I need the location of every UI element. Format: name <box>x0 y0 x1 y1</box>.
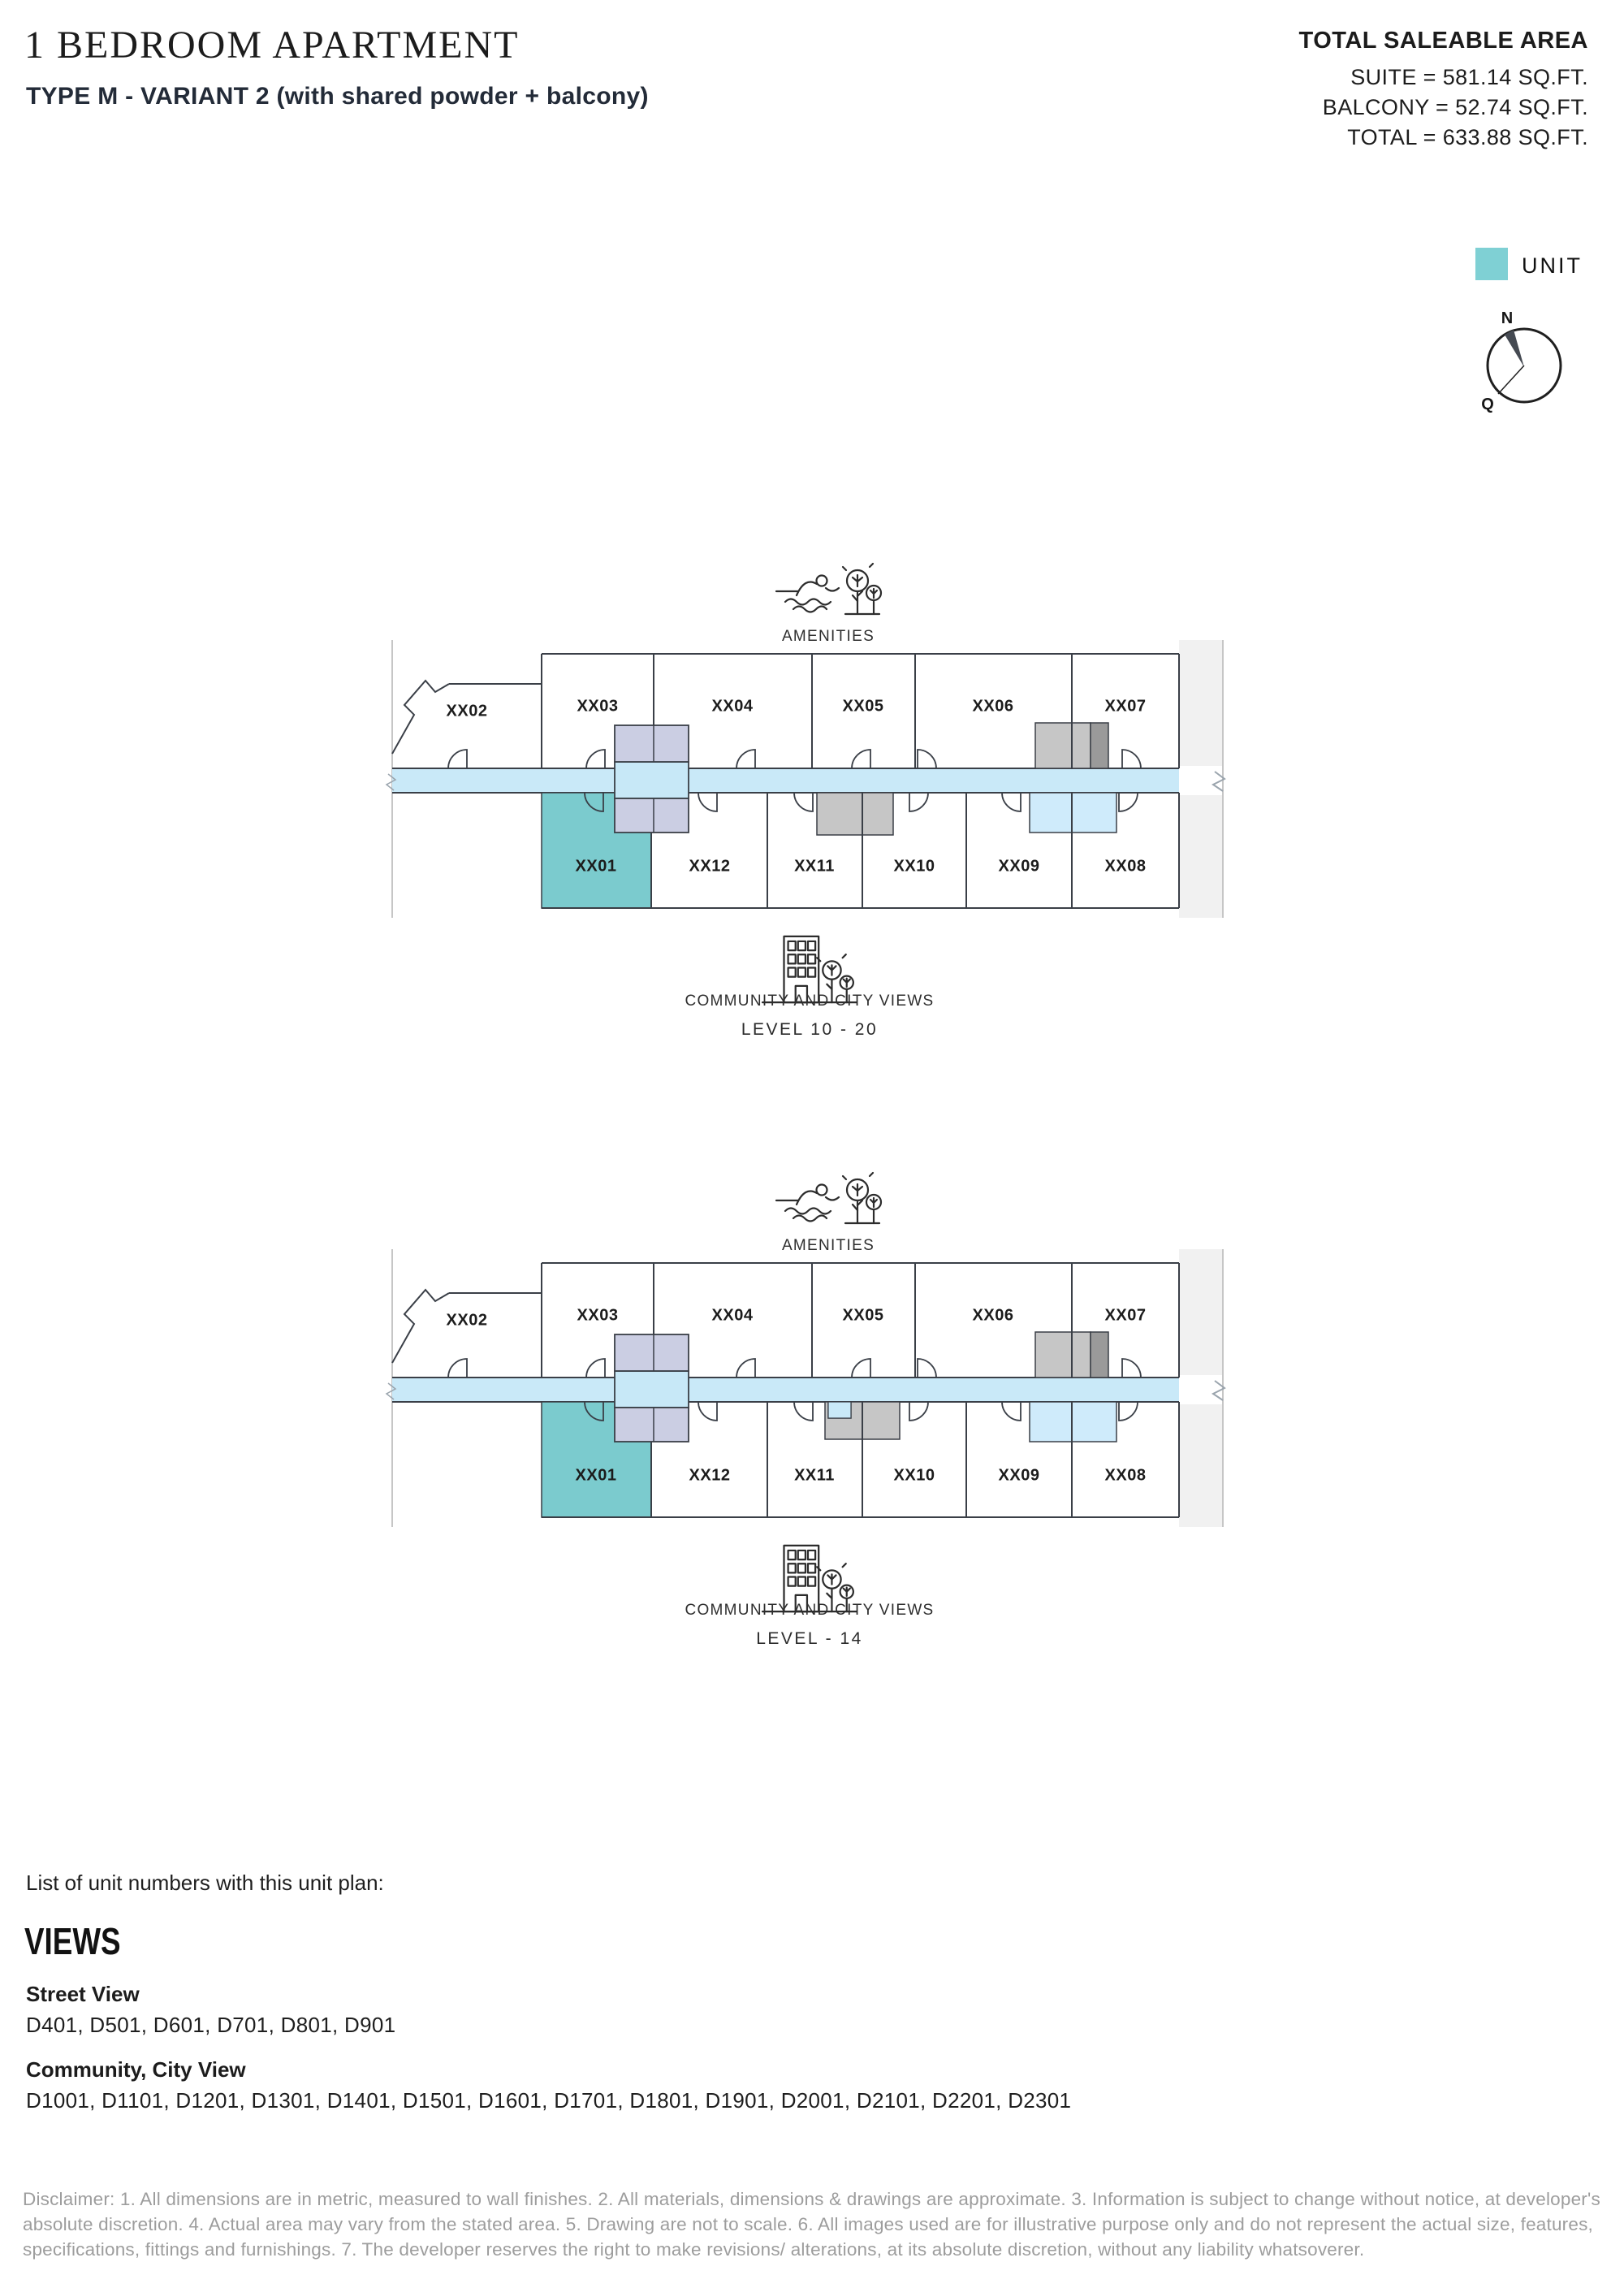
saleable-area-heading: TOTAL SALEABLE AREA <box>1298 28 1588 54</box>
service-block <box>1035 723 1091 768</box>
street-view-title: Street View <box>26 1982 140 2006</box>
unit-label-xx07: XX07 <box>1104 697 1147 716</box>
amenities-icon <box>774 1152 883 1229</box>
unit-label-xx12: XX12 <box>689 857 731 876</box>
compass-needle <box>1505 330 1524 367</box>
unit-label-xx10: XX10 <box>893 857 935 876</box>
views-heading: VIEWS <box>24 1920 121 1962</box>
corridor-notch <box>828 1402 851 1418</box>
amenities-label: AMENITIES <box>781 1237 875 1254</box>
core-lobby <box>615 1371 689 1408</box>
door-swing-icon <box>1122 1359 1141 1378</box>
service-block <box>817 793 893 835</box>
unit-label-xx01: XX01 <box>575 1466 617 1485</box>
unit-label-xx12: XX12 <box>689 1466 731 1485</box>
unit-label-xx05: XX05 <box>842 1306 884 1325</box>
street-view-units: D401, D501, D601, D701, D801, D901 <box>26 2013 396 2037</box>
floor-plate-level-14 <box>374 1243 1242 1535</box>
plate2-caption: COMMUNITY AND CITY VIEWS <box>685 1602 935 1619</box>
unit-label-xx01: XX01 <box>575 857 617 876</box>
legend-unit-label: UNIT <box>1522 253 1583 278</box>
door-swing-icon <box>698 793 717 811</box>
service-block <box>1035 1332 1091 1378</box>
unit-label-xx05: XX05 <box>842 697 884 716</box>
door-swing-icon <box>586 1359 605 1378</box>
door-swing-icon <box>909 1402 928 1421</box>
saleable-area-block <box>1299 28 1588 153</box>
zigzag-wall <box>392 681 449 754</box>
compass-icon <box>1471 309 1577 422</box>
core-block-top <box>615 725 689 762</box>
service-block-dark <box>1091 723 1108 768</box>
door-swing-icon <box>448 750 467 768</box>
balcony-block <box>1030 1402 1116 1442</box>
unit-label-xx06: XX06 <box>972 697 1014 716</box>
balcony-area: BALCONY = 52.74 SQ.FT. <box>1322 95 1588 119</box>
unit-label-xx02: XX02 <box>446 702 488 720</box>
unit-label-xx11: XX11 <box>794 857 835 876</box>
compass-tail <box>1498 365 1524 394</box>
zigzag-wall <box>392 1290 449 1363</box>
unit-list-intro: List of unit numbers with this unit plan: <box>26 1871 384 1895</box>
plate1-caption: COMMUNITY AND CITY VIEWS <box>685 993 935 1010</box>
compass-north-label: N <box>1501 309 1514 327</box>
page-subtitle: TYPE M - VARIANT 2 (with shared powder + balcony) <box>26 83 649 110</box>
building-continues-band <box>1179 795 1223 918</box>
compass-q-label: Q <box>1481 396 1494 413</box>
building-continues-band <box>1179 640 1223 766</box>
building-continues-band <box>1179 1404 1223 1527</box>
core-block-bottom <box>615 1408 689 1442</box>
unit-label-xx06: XX06 <box>972 1306 1014 1325</box>
service-block-dark <box>1091 1332 1108 1378</box>
door-swing-icon <box>852 1359 870 1378</box>
door-swing-icon <box>1002 1402 1021 1421</box>
amenities-icon <box>774 543 883 620</box>
page-title: 1 BEDROOM APARTMENT <box>24 24 520 67</box>
corridor <box>392 1378 1179 1402</box>
door-swing-icon <box>918 1359 936 1378</box>
floor-plate-level-10-20 <box>374 634 1242 926</box>
door-swing-icon <box>1002 793 1021 811</box>
door-swing-icon <box>1119 793 1138 811</box>
core-lobby <box>615 762 689 798</box>
door-swing-icon <box>698 1402 717 1421</box>
door-swing-icon <box>918 750 936 768</box>
door-swing-icon <box>909 793 928 811</box>
unit-label-xx03: XX03 <box>577 697 619 716</box>
community-view-title: Community, City View <box>26 2057 246 2082</box>
door-swing-icon <box>448 1359 467 1378</box>
unit-label-xx02: XX02 <box>446 1311 488 1330</box>
door-swing-icon <box>586 750 605 768</box>
suite-area: SUITE = 581.14 SQ.FT. <box>1350 65 1588 89</box>
corridor <box>392 768 1179 793</box>
community-view-units: D1001, D1101, D1201, D1301, D1401, D1501, D1601, D1701, D1801, D1901, D2001, D2101, D2201, D2301 <box>26 2088 1072 2113</box>
door-swing-icon <box>736 750 755 768</box>
disclaimer-text: Disclaimer: 1. All dimensions are in metric, measured to wall finishes. 2. All materials, dimensions & drawings are approximate. 3. Information is subject to change without notice, at developer's absolute discretion. 4. Actual area may vary from the stated area. 5. Drawing are not to scale. 6. All images used are for illustrative purpose only and do not represent the actual size, features, specifications, fittings and furnishings. 7. The developer reserves the right to make revisions/ alterations, at its absolute discretion, without any liability whatsoverer. <box>23 2189 1600 2260</box>
core-block-top <box>615 1334 689 1371</box>
total-area: TOTAL = 633.88 SQ.FT. <box>1347 125 1588 149</box>
door-swing-icon <box>1119 1402 1138 1421</box>
unit-label-xx08: XX08 <box>1104 857 1147 876</box>
unit-label-xx08: XX08 <box>1104 1466 1147 1485</box>
plate2-level: LEVEL - 14 <box>756 1629 863 1648</box>
unit-label-xx09: XX09 <box>998 857 1040 876</box>
plate1-level: LEVEL 10 - 20 <box>741 1020 879 1039</box>
unit-label-xx10: XX10 <box>893 1466 935 1485</box>
door-swing-icon <box>1122 750 1141 768</box>
unit-label-xx03: XX03 <box>577 1306 619 1325</box>
amenities-label: AMENITIES <box>781 628 875 645</box>
building-continues-band <box>1179 1249 1223 1375</box>
unit-label-xx07: XX07 <box>1104 1306 1147 1325</box>
unit-label-xx04: XX04 <box>711 1306 754 1325</box>
unit-label-xx04: XX04 <box>711 697 754 716</box>
door-swing-icon <box>794 1402 813 1421</box>
door-swing-icon <box>794 793 813 811</box>
core-block-bottom <box>615 798 689 833</box>
balcony-block <box>1030 793 1116 833</box>
door-swing-icon <box>852 750 870 768</box>
legend-unit-swatch <box>1475 248 1508 280</box>
unit-label-xx11: XX11 <box>794 1466 835 1485</box>
unit-label-xx09: XX09 <box>998 1466 1040 1485</box>
door-swing-icon <box>736 1359 755 1378</box>
